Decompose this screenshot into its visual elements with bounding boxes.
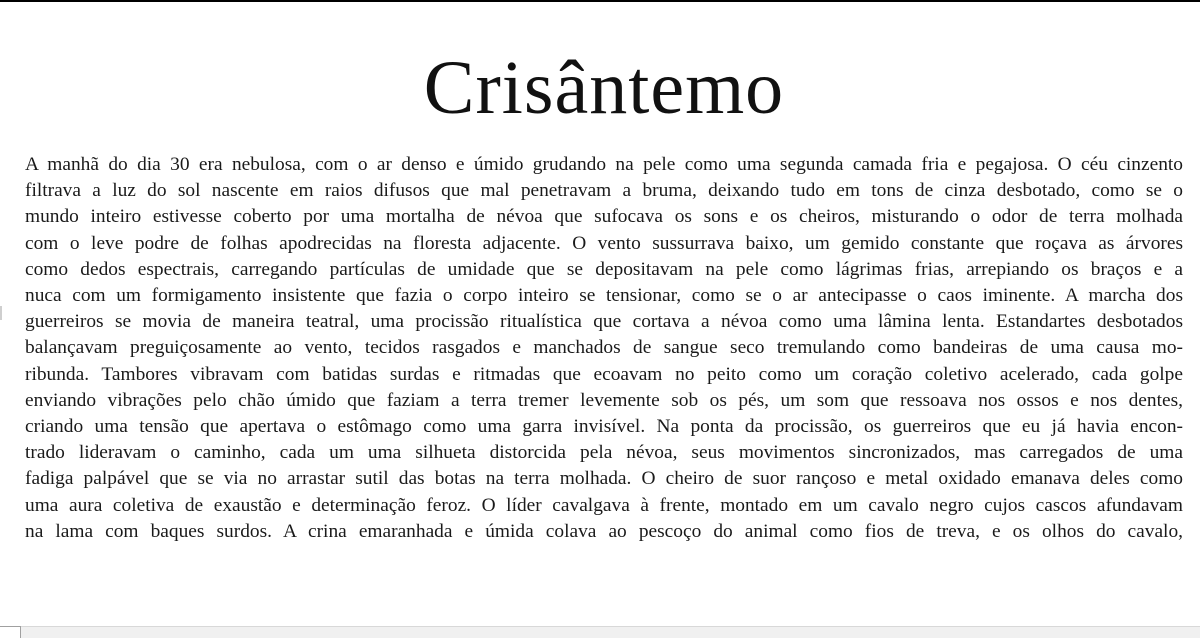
body-line: A manhã do dia 30 era nebulosa, com o ar denso e úmido grudando na pele como uma segunda camada fria e pegajosa. O céu cinzento [25,154,1183,175]
window-top-border [0,0,1200,2]
document-title: Crisântemo [423,46,785,130]
body-line: trado lideravam o caminho, cada um uma silhueta distorcida pela névoa, seus movimentos sincronizados, mas carregados de uma [25,442,1183,464]
horizontal-scrollbar[interactable] [0,626,1200,638]
body-line: como dedos espectrais, carregando partículas de umidade que se depositavam na pele como lágrimas frias, arrepiando os braços e a [25,258,1183,280]
body-line: filtrava a luz do sol nascente em raios difusos que mal penetravam a bruma, deixando tudo em tons de cinza desbotado, como se o [25,180,1183,202]
body-line: na lama com baques surdos. A crina emaranhada e úmida colava ao pescoço do animal como fios de treva, e os olhos do cavalo, [25,520,1183,542]
body-line: enviando vibrações pelo chão úmido que faziam a terra tremer levemente sob os pés, um som que ressoava nos ossos e nos dentes, [25,389,1183,411]
body-line: com o leve podre de folhas apodrecidas na floresta adjacente. O vento sussurrava baixo, um gemido constante que roçava as árvores [25,232,1183,254]
body-line: ribunda. Tambores vibravam com batidas surdas e ritmadas que ecoavam no peito como um coração coletivo acelerado, cada golpe [25,363,1183,385]
body-line: balançavam preguiçosamente ao vento, tecidos rasgados e manchados de sangue seco tremulando como bandeiras de uma causa mo- [25,337,1183,359]
body-line: criando uma tensão que apertava o estômago como uma garra invisível. Na ponta da procissão, os guerreiros que eu já havia encon- [25,416,1183,438]
body-line: guerreiros se movia de maneira teatral, uma procissão ritualística que cortava a névoa como uma lâmina lenta. Estandartes desbotados [25,311,1183,333]
document-body [25,152,1183,545]
body-line: fadiga palpável que se via no arrastar sutil das botas na terra molhada. O cheiro de suor rançoso e metal oxidado emanava deles como [25,468,1183,490]
scrollbar-corner [0,626,21,638]
body-line: uma aura coletiva de exaustão e determinação feroz. O líder cavalgava à frente, montado em um cavalo negro cujos cascos afundavam [25,494,1183,516]
margin-marker [0,306,2,320]
body-line: mundo inteiro estivesse coberto por uma mortalha de névoa que sufocava os sons e os cheiros, misturando o odor de terra molhada [25,206,1183,228]
body-line: nuca com um formigamento insistente que fazia o corpo inteiro se tensionar, como se o ar antecipasse o caos iminente. A marcha dos [25,285,1183,307]
document-page [25,38,1183,545]
